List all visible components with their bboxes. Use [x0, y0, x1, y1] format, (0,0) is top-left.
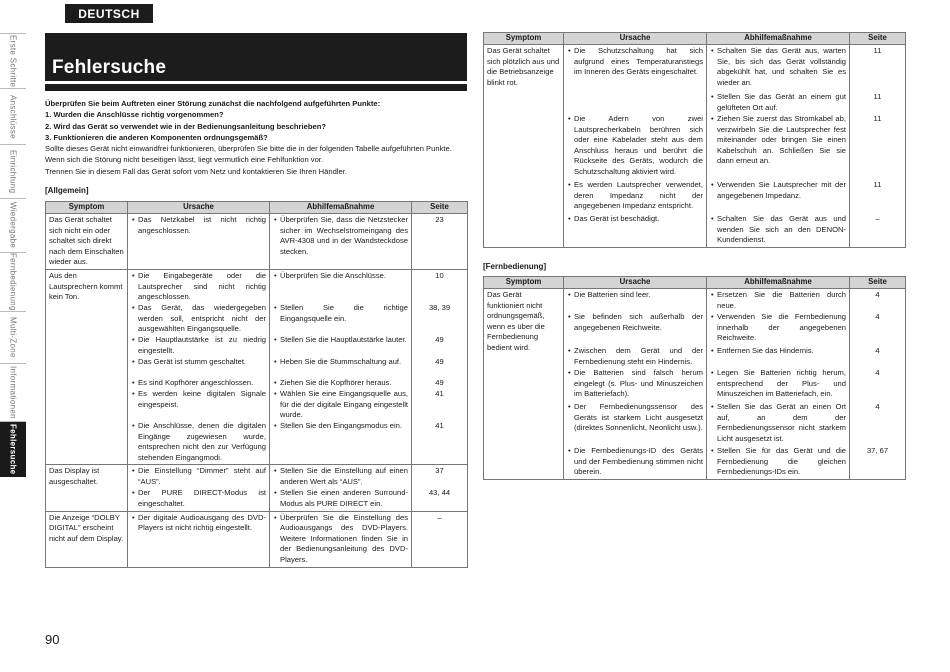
remedy-entry: • Überprüfen Sie die Anschlüsse. — [273, 271, 408, 303]
sidebar-item-einrichtung[interactable]: Einrichtung — [0, 144, 26, 198]
remedy-cell — [270, 214, 412, 270]
page-ref: 11 — [873, 114, 882, 123]
cause-cell — [128, 465, 270, 511]
page-ref: 4 — [875, 290, 880, 299]
title-rule — [45, 84, 467, 91]
header-symptom: Symptom — [46, 202, 128, 214]
remedy-cell — [270, 465, 412, 511]
header-symptom: Symptom — [484, 33, 564, 45]
page-ref: 38, 39 — [428, 302, 451, 312]
section-label-fernbedienung: [Fernbedienung] — [483, 262, 547, 271]
header-symptom: Symptom — [484, 277, 564, 289]
remedy-entry: • Stellen Sie das Gerät an einen Ort auf, an dem der Fernbedienungssensor nicht starkem Licht ausgesetzt ist. — [710, 402, 846, 446]
table-protection — [483, 32, 906, 248]
header-page: Seite — [850, 277, 906, 289]
intro-lead: Überprüfen Sie beim Auftreten einer Störung zunächst die nachfolgend aufgeführten Punkte: — [45, 99, 381, 108]
cause-entry: • Das Gerät, das wiedergegeben werden soll, entspricht nicht der ausgewählten Eingangsquelle. — [131, 303, 266, 335]
cause-entry: • Die Hauptlautstärke ist zu niedrig eingestellt. — [131, 335, 266, 357]
remedy-entry: • Legen Sie Batterien richtig herum, entsprechend der Plus- und Minuszeichen im Batteriefach, ein. — [710, 368, 846, 402]
page-ref: 4 — [875, 346, 880, 355]
sidebar-item-anschluesse[interactable]: Anschlüsse — [0, 88, 26, 144]
cause-cell — [564, 45, 707, 248]
sidebar-item-erste-schritte[interactable]: Erste Schritte — [0, 33, 26, 88]
remedy-entry: • Stellen Sie das Gerät an einem gut gelüfteten Ort auf. — [710, 92, 846, 114]
page-ref: 10 — [435, 270, 444, 280]
remedy-entry: • Schalten Sie das Gerät aus, warten Sie, bis sich das Gerät vollständig abgekühlt hat, und schalten Sie es wieder an. — [710, 46, 846, 92]
cause-entry: • Der Fernbedienungssensor des Geräts ist starkem Licht ausgesetzt (direktes Sonnenlicht, Neonlicht usw.). — [567, 402, 703, 446]
page-ref: 49 — [435, 334, 444, 344]
cause-entry: • Es sind Kopfhörer angeschlossen. — [131, 378, 266, 389]
header-remedy: Abhilfemaßnahme — [707, 33, 850, 45]
remedy-entry: • Stellen Sie für das Gerät und die Fernbedienung die gleichen Fernbedienungs-IDs ein. — [710, 446, 846, 478]
cause-entry: • Der digitale Audioausgang des DVD-Players ist nicht richtig eingestellt. — [131, 513, 266, 534]
section-label-allgemein: [Allgemein] — [45, 186, 89, 195]
symptom-cell: Die Anzeige “DOLBY DIGITAL” erscheint nicht auf dem Display. — [46, 511, 128, 567]
table-row — [46, 511, 468, 567]
table-row — [484, 289, 906, 480]
cause-entry: • Es werden keine digitalen Signale eingespeist. — [131, 389, 266, 421]
remedy-entry: • Ziehen Sie zuerst das Stromkabel ab, verzwirbeln Sie die Lautsprecher fest miteinander oder bringen Sie einen Kabelschuh an. Schließen Sie sie dann erneut an. — [710, 114, 846, 180]
intro-check: 1. Wurden die Anschlüsse richtig vorgenommen? — [45, 110, 224, 120]
page-cell — [412, 465, 468, 511]
cause-cell — [564, 289, 707, 480]
page-cell — [850, 45, 906, 248]
page-ref: 11 — [873, 92, 882, 101]
sidebar-item-multi-zone[interactable]: Multi-Zone — [0, 311, 26, 363]
page-ref: 11 — [873, 180, 882, 189]
sidebar-item-fernbedienung[interactable]: Fernbedienung — [0, 252, 26, 311]
page-ref: 4 — [875, 368, 880, 377]
cause-entry: • Zwischen dem Gerät und der Fernbedienung steht ein Hindernis. — [567, 346, 703, 368]
sidebar-item-fehlersuche[interactable]: Fehlersuche — [0, 421, 26, 477]
cause-entry: • Das Gerät ist stumm geschaltet. — [131, 357, 266, 378]
header-remedy: Abhilfemaßnahme — [270, 202, 412, 214]
remedy-cell — [270, 511, 412, 567]
symptom-cell: Aus den Lautsprechern kommt kein Ton. — [46, 269, 128, 464]
intro-text — [45, 98, 467, 177]
cause-entry: • Die Einstellung “Dimmer” steht auf “AUS”. — [131, 466, 266, 488]
page-ref: 49 — [435, 377, 444, 387]
page-ref: 41 — [435, 420, 444, 430]
cause-entry: • Die Schutzschaltung hat sich aufgrund eines Temperaturanstiegs im Inneren des Geräts eingeschaltet. — [567, 46, 703, 114]
symptom-cell: Das Display ist ausgeschaltet. — [46, 465, 128, 511]
page-cell — [412, 269, 468, 464]
cause-entry: • Das Netzkabel ist nicht richtig angeschlossen. — [131, 215, 266, 236]
remedy-entry: • Stellen Sie einen anderen Surround-Modus als PURE DIRECT ein. — [273, 488, 408, 509]
remedy-cell — [707, 45, 850, 248]
page-ref: 23 — [435, 215, 444, 224]
remedy-entry: • Überprüfen Sie die Einstellung des Audioausgangs des DVD-Players. Weitere Informationen finden Sie in der Bedienungsanleitung des DVD-Players. — [273, 513, 408, 566]
table-allgemein — [45, 201, 468, 568]
sidebar-item-informationen[interactable]: Informationen — [0, 363, 26, 421]
remedy-cell — [270, 269, 412, 464]
page-ref: 49 — [435, 356, 444, 366]
remedy-entry: • Ersetzen Sie die Batterien durch neue. — [710, 290, 846, 312]
intro-note: Trennen Sie in diesem Fall das Gerät sofort vom Netz und kontaktieren Sie Ihren Händler. — [45, 166, 347, 176]
page-cell — [412, 214, 468, 270]
header-page: Seite — [850, 33, 906, 45]
cause-entry: • Die Batterien sind leer. — [567, 290, 703, 312]
remedy-entry: • Überprüfen Sie, dass die Netzstecker sicher im Wechselstromeingang des AVR-4308 und in der Wandsteckdose stecken. — [273, 215, 408, 257]
page-ref: – — [875, 214, 880, 223]
remedy-entry: • Stellen Sie die Einstellung auf einen anderen Wert als “AUS”. — [273, 466, 408, 488]
cause-entry: • Die Adern von zwei Lautsprecherkabeln berühren sich oder eine Kabelader steht aus dem Anschluss heraus und berührt die Rückseite des Geräts, wodurch die Schutzschaltung aktiviert wird. — [567, 114, 703, 180]
remedy-cell — [707, 289, 850, 480]
cause-entry: • Die Fernbedienungs-ID des Geräts und der Fernbedienung stimmen nicht überein. — [567, 446, 703, 478]
page-ref: 41 — [435, 388, 444, 398]
intro-check: 3. Funktionieren die anderen Komponenten ordnungsgemäß? — [45, 132, 268, 142]
header-cause: Ursache — [564, 277, 707, 289]
remedy-entry: • Verwenden Sie Lautsprecher mit der angegebenen Impedanz. — [710, 180, 846, 214]
page-title: Fehlersuche — [52, 57, 167, 78]
cause-cell — [128, 511, 270, 567]
sidebar-item-wiedergabe[interactable]: Wiedergabe — [0, 198, 26, 252]
remedy-entry: • Heben Sie die Stummschaltung auf. — [273, 357, 408, 378]
cause-cell — [128, 269, 270, 464]
page-ref: 43, 44 — [428, 488, 451, 498]
symptom-cell: Das Gerät schaltet sich nicht ein oder schaltet sich direkt nach dem Einschalten wieder aus. — [46, 214, 128, 270]
remedy-entry: • Stellen Sie den Eingangsmodus ein. — [273, 421, 408, 432]
cause-entry: • Das Gerät ist beschädigt. — [567, 214, 703, 244]
symptom-cell: Das Gerät funktioniert nicht ordnungsgemäß, wenn es über die Fernbedienung bedient wird. — [484, 289, 564, 480]
header-cause: Ursache — [564, 33, 707, 45]
cause-entry: • Sie befinden sich außerhalb der angegebenen Reichweite. — [567, 312, 703, 346]
table-row — [46, 269, 468, 464]
cause-entry: • Die Anschlüsse, denen die digitalen Eingänge zugewiesen wurde, entsprechen nicht den zur Verfügung stehenden Eingangmodi. — [131, 421, 266, 463]
sidebar-nav — [0, 33, 26, 477]
table-remote — [483, 276, 906, 480]
page-cell — [412, 511, 468, 567]
page-ref: 4 — [875, 312, 880, 321]
header-remedy: Abhilfemaßnahme — [707, 277, 850, 289]
page-ref: 4 — [875, 402, 880, 411]
symptom-cell: Das Gerät schaltet sich plötzlich aus und die Betriebsanzeige blinkt rot. — [484, 45, 564, 248]
remedy-entry: • Verwenden Sie die Fernbedienung innerhalb der angegebenen Reichweite. — [710, 312, 846, 346]
cause-entry: • Es werden Lautsprecher verwendet, deren Impedanz nicht der angegebenen Impedanz entspricht. — [567, 180, 703, 214]
header-cause: Ursache — [128, 202, 270, 214]
cause-entry: • Die Batterien sind falsch herum eingelegt (s. Plus- und Minuszeichen im Batteriefach). — [567, 368, 703, 402]
intro-note: Sollte dieses Gerät nicht einwandfrei funktionieren, überprüfen Sie bitte die in der folgenden Tabelle aufgeführten Punkte. Wenn sich die Störung nicht beseitigen lässt, liegt vermutlich eine Fehlfunktion vor. — [45, 144, 452, 165]
page-ref: – — [437, 512, 442, 522]
remedy-entry: • Wählen Sie eine Eingangsquelle aus, für die der digitale Eingang eingestellt wurde. — [273, 389, 408, 421]
table-row — [484, 45, 906, 248]
table-row — [46, 465, 468, 511]
remedy-entry: • Stellen Sie die Hauptlautstärke lauter. — [273, 335, 408, 357]
remedy-entry: • Schalten Sie das Gerät aus und wenden Sie sich an den DENON-Kundendienst. — [710, 214, 846, 246]
title-bar — [45, 33, 467, 81]
language-tab: DEUTSCH — [65, 4, 153, 23]
remedy-entry: • Ziehen Sie die Kopfhörer heraus. — [273, 378, 408, 389]
intro-check: 2. Wird das Gerät so verwendet wie in der Bedienungsanleitung beschrieben? — [45, 121, 326, 131]
header-page: Seite — [412, 202, 468, 214]
cause-entry: • Die Eingabegeräte oder die Lautsprecher sind nicht richtig angeschlossen. — [131, 271, 266, 303]
remedy-entry: • Entfernen Sie das Hindernis. — [710, 346, 846, 368]
page-ref: 11 — [873, 46, 882, 55]
page-number: 90 — [45, 632, 60, 647]
page-ref: 37 — [435, 466, 444, 476]
remedy-entry: • Stellen Sie die richtige Eingangsquelle ein. — [273, 303, 408, 335]
page-cell — [850, 289, 906, 480]
cause-entry: • Der PURE DIRECT-Modus ist eingeschaltet. — [131, 488, 266, 509]
table-row — [46, 214, 468, 270]
page-ref: 37, 67 — [866, 446, 889, 455]
cause-cell — [128, 214, 270, 270]
